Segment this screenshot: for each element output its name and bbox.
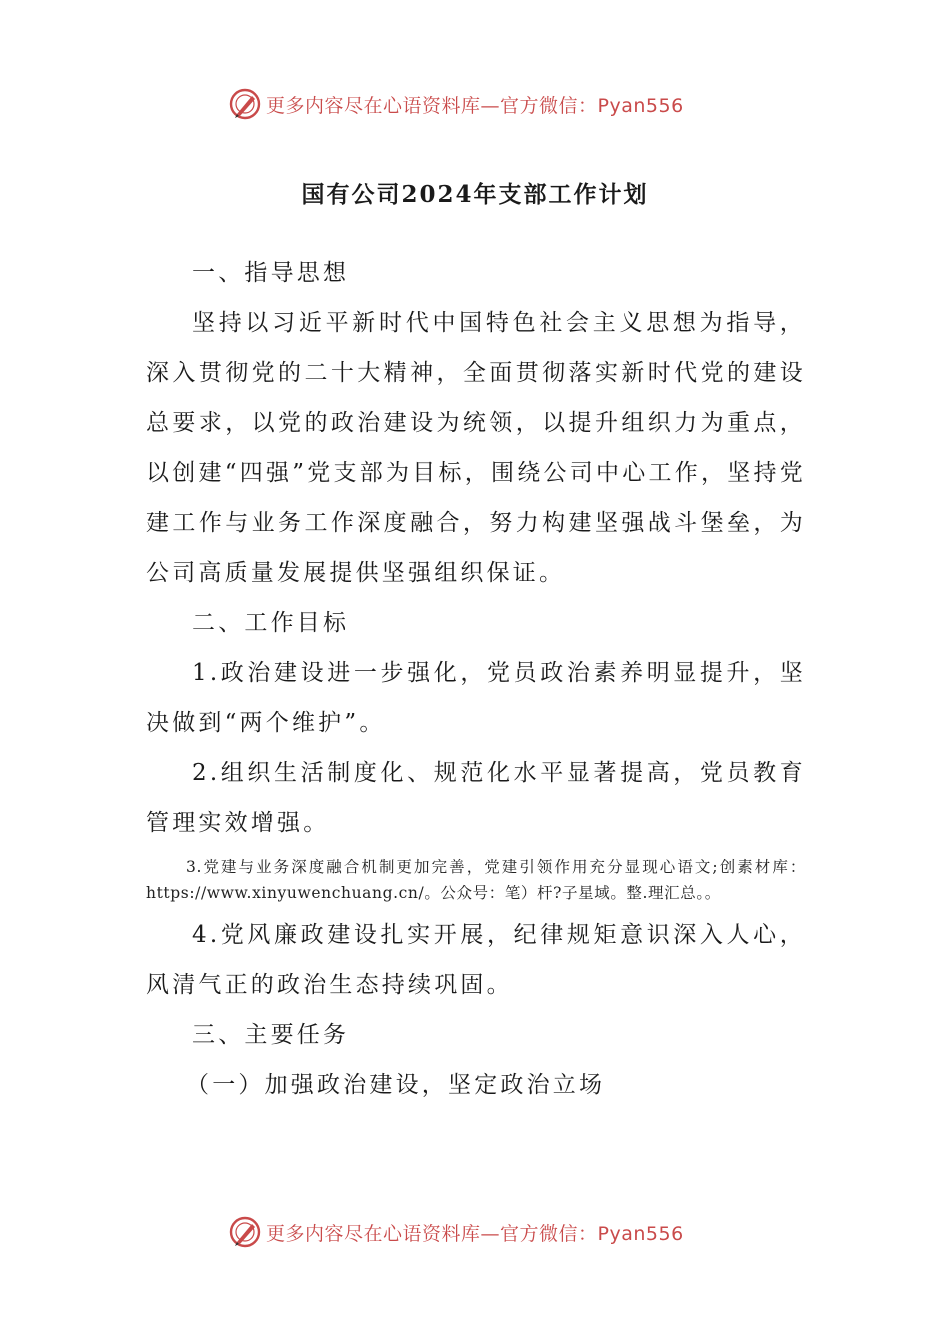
document-title: 国有公司2024年支部工作计划 xyxy=(301,181,649,208)
task-subheading-1: （一）加强政治建设，坚定政治立场 xyxy=(186,1072,606,1098)
section-heading-3: 三、主要任务 xyxy=(192,1022,350,1048)
section-heading-1: 一、指导思想 xyxy=(192,260,350,286)
paragraph-guiding-thought: 坚持以习近平新时代中国特色社会主义思想为指导，深入贯彻党的二十大精神，全面贯彻落实新时代党的建设总要求，以党的政治建设为统领，以提升组织力为重点，以创建“四强”党支部为目标，围绕公司中心工作，坚持党建工作与业务工作深度融合，努力构建坚强战斗堡垒，为公司高质量发展提供坚强组织保证。 xyxy=(146,310,806,586)
banner-text-cn: 更多内容尽在心语资料库—官方微信： xyxy=(266,94,598,117)
banner-text-wechat-id: Pyan556 xyxy=(597,94,684,117)
section-heading-2: 二、工作目标 xyxy=(192,610,350,636)
banner-text-wechat-id: Pyan556 xyxy=(597,1222,684,1245)
header-watermark-banner xyxy=(228,84,748,124)
banner-text-cn: 更多内容尽在心语资料库—官方微信： xyxy=(266,1222,598,1245)
footer-watermark-banner xyxy=(228,1212,748,1252)
banner-text xyxy=(266,1219,684,1246)
pen-logo-icon xyxy=(228,87,262,121)
goal-item-2: 2.组织生活制度化、规范化水平显著提高，党员教育管理实效增强。 xyxy=(146,760,806,836)
banner-text xyxy=(266,91,684,118)
goal-item-1: 1.政治建设进一步强化，党员政治素养明显提升，坚决做到“两个维护”。 xyxy=(146,660,806,736)
goal-item-3: 3.党建与业务深度融合机制更加完善，党建引领作用充分显现心语文;创素材库：https://www.xinyuwenchuang.cn/。公众号：笔）杆?子星域。整.理汇总。。 xyxy=(146,858,806,902)
goal-item-4: 4.党风廉政建设扎实开展，纪律规矩意识深入人心，风清气正的政治生态持续巩固。 xyxy=(146,922,806,998)
pen-logo-icon xyxy=(228,1215,262,1249)
document-body xyxy=(146,248,806,1110)
